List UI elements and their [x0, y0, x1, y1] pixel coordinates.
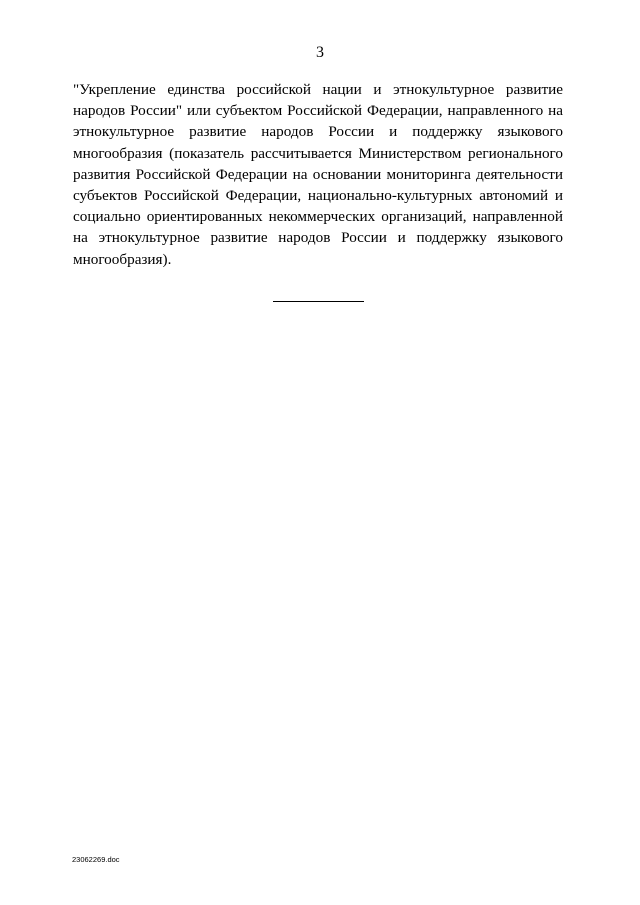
page-number: 3: [316, 44, 324, 61]
footer-filename: 23062269.doc: [72, 855, 120, 864]
paragraph-line: этнокультурное развитие народов России и поддержку языкового: [73, 123, 563, 141]
paragraph-line: социально ориентированных некоммерческих организаций, направленной: [73, 208, 563, 226]
body-paragraph: [73, 79, 563, 270]
paragraph-line: развития Российской Федерации на основании мониторинга деятельности: [73, 165, 563, 183]
paragraph-line: на этнокультурное развитие народов России и поддержку языкового: [73, 229, 563, 247]
paragraph-line: многообразия (показатель рассчитывается Министерством регионального: [73, 144, 563, 162]
end-separator-line: [273, 301, 364, 302]
paragraph-line: "Укрепление единства российской нации и этнокультурное развитие: [73, 81, 563, 98]
paragraph-line: субъектов Российской Федерации, национально-культурных автономий и: [73, 186, 563, 204]
paragraph-line: народов России" или субъектом Российской Федерации, направленного на: [73, 102, 563, 120]
paragraph-line: многообразия).: [73, 250, 172, 268]
